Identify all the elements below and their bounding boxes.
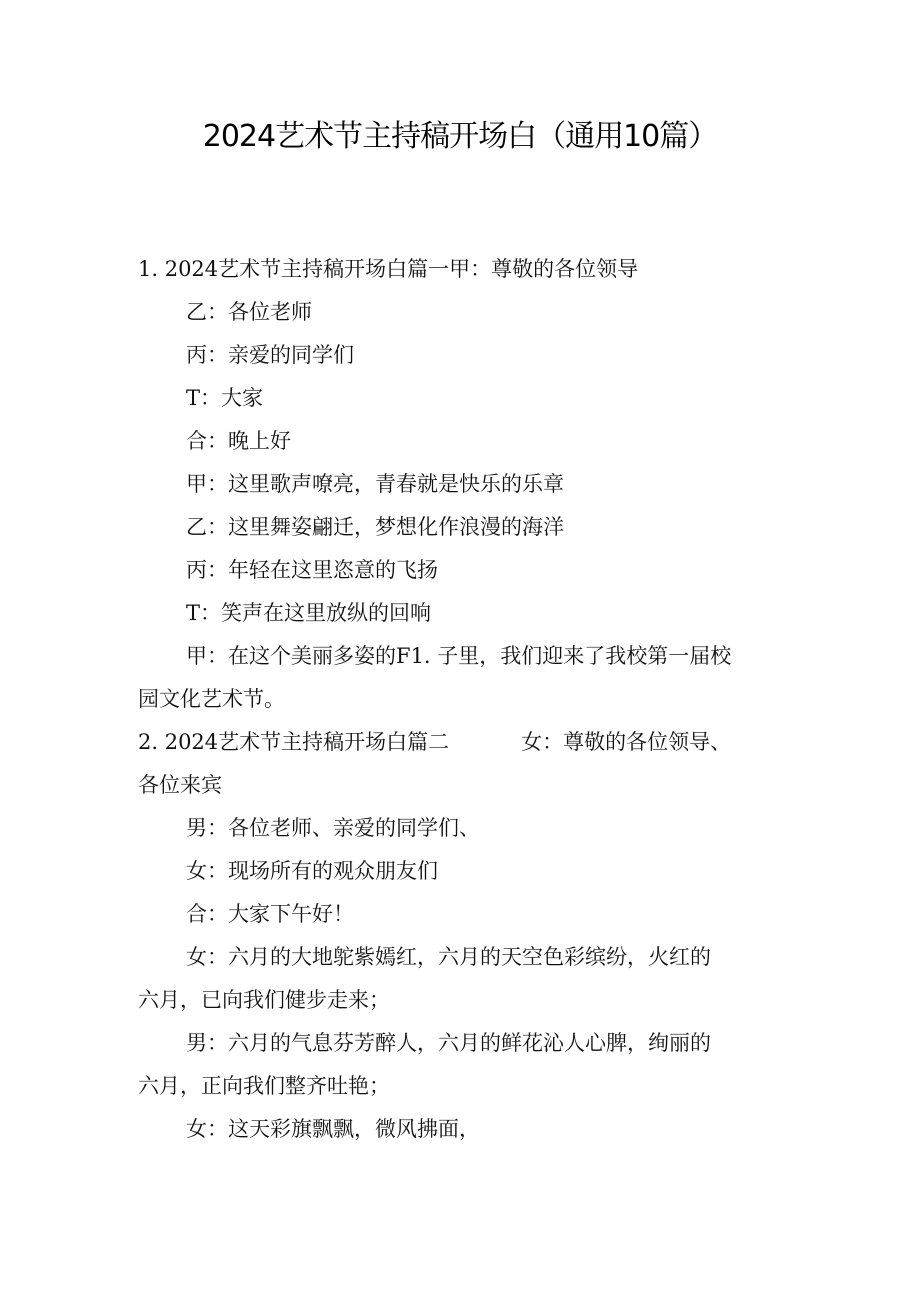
dialogue-paragraph-line: 男：六月的气息芬芳醉人，六月的鲜花沁人心脾，绚丽的	[186, 1031, 711, 1055]
dialogue-line: 甲：这里歌声嘹亮，青春就是快乐的乐章	[186, 472, 564, 496]
dialogue-line: T：大家	[186, 386, 264, 410]
dialogue-paragraph-line: 甲：在这个美丽多姿的F1. 子里，我们迎来了我校第一届校	[186, 644, 732, 668]
dialogue-line: 女：现场所有的观众朋友们	[186, 859, 438, 883]
dialogue-line: 合：大家下午好！	[186, 902, 354, 926]
section-2-heading-text: 2. 2024艺术节主持稿开场白篇二	[138, 730, 450, 754]
dialogue-line: 丙：亲爱的同学们	[186, 343, 354, 367]
dialogue-paragraph-line: 女：六月的大地鸵紫嫣红，六月的天空色彩缤纷，火红的	[186, 945, 711, 969]
document-title: 2024艺术节主持稿开场白（通用10篇）	[202, 119, 718, 154]
dialogue-paragraph-continuation: 园文化艺术节。	[138, 687, 285, 711]
section-2-heading-continuation: 各位来宾	[138, 773, 222, 797]
section-1-heading: 1. 2024艺术节主持稿开场白篇一甲：尊敬的各位领导	[138, 257, 639, 281]
dialogue-line: 男：各位老师、亲爱的同学们、	[186, 816, 480, 840]
dialogue-line: 合：晚上好	[186, 429, 291, 453]
document-body	[138, 248, 788, 1151]
dialogue-line: 女：这天彩旗飘飘，微风拂面，	[186, 1117, 480, 1141]
dialogue-line: 乙：这里舞姿翩迁，梦想化作浪漫的海洋	[186, 515, 564, 539]
dialogue-line: 乙：各位老师	[186, 300, 312, 324]
section-2-heading	[138, 721, 788, 764]
dialogue-line: T：笑声在这里放纵的回响	[186, 601, 432, 625]
dialogue-line: 丙：年轻在这里恣意的飞扬	[186, 558, 438, 582]
dialogue-paragraph-continuation: 六月，已向我们健步走来；	[138, 988, 390, 1012]
dialogue-paragraph-continuation: 六月，正向我们整齐吐艳；	[138, 1074, 390, 1098]
section-2-heading-tail: 女：尊敬的各位领导、	[521, 730, 732, 754]
